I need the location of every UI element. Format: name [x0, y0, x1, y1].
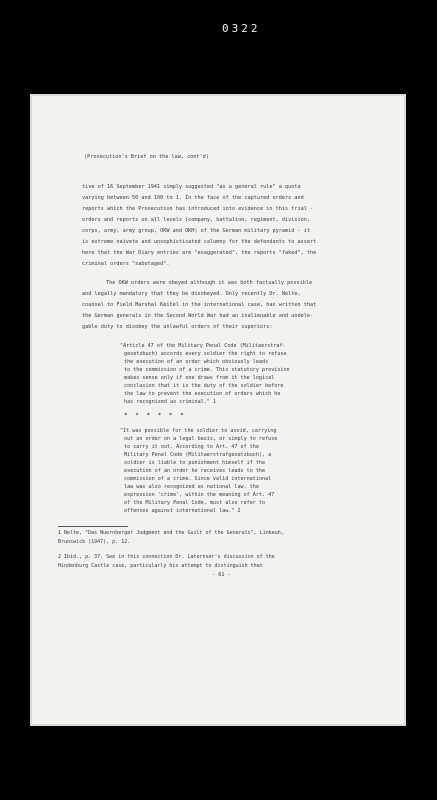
text-line: gable duty to disobey the unlawful orders of their superiors: [82, 324, 273, 330]
text-line: tive of 16 September 1941 simply suggested "as a general rule" a quota [82, 184, 301, 190]
text-line: the German generals in the Second World War had an inalienable and undele- [82, 313, 314, 319]
text-line: corps, army, army group, OKW and OKH) of the German military pyramid - it [82, 228, 310, 234]
quote-line: execution of an order he receives leads to the [124, 468, 266, 474]
quote-line: out an order on a legal basis, or simply to refuse [124, 436, 278, 442]
footnote-line: 2 Ibid., p. 37. See in this connection Dr. Laternser's discussion of the [58, 554, 275, 560]
section-separator: * * * * * * [124, 412, 186, 419]
archive-page-number: 0322 [222, 22, 261, 35]
quote-line: conclusion that it is the duty of the soldier before [124, 383, 284, 389]
quote-line: expression 'crime', within the meaning of Art. 47 [124, 492, 275, 498]
quote-line: of the Military Penal Code, must also refer to [124, 500, 266, 506]
quote-line: soldier is liable to punishment himself if the [124, 460, 266, 466]
text-line: varying between 50 and 100 to 1. In the face of the captured orders and [82, 195, 304, 201]
quote-line: has recognized as criminal." 1 [124, 399, 217, 405]
text-line: here that the War Diary entries are "exaggerated", the reports "faked", the [82, 250, 317, 256]
quote-line: the law to prevent the execution of orders which he [124, 391, 281, 397]
quote-line: "Article 47 of the Military Penal Code (Militaerstraf- [120, 343, 286, 349]
quote-line: to carry it out. According to Art. 47 of the [124, 444, 259, 450]
text-line: orders and reports on all levels (company, battalion, regiment, division, [82, 217, 310, 223]
document-page [32, 96, 404, 724]
footnote-line: Brunswick (1947), p. 12. [58, 539, 131, 545]
text-line: and legally mandatory that they be disobeyed. Only recently Dr. Nelte, [82, 291, 301, 297]
quote-line: law was also recognized as national law, the [124, 484, 259, 490]
quote-line: makes sense only if one draws from it the logical [124, 375, 275, 381]
text-line: criminal orders "sabotaged". [82, 261, 170, 267]
quote-line: gesetzbuch) accords every soldier the right to refuse [124, 351, 287, 357]
footnote-rule [58, 526, 128, 527]
text-line: The OKW orders were obeyed although it was both factually possible [106, 280, 313, 286]
footnote-line: 1 Nelte, "Das Nuernberger Judgment and the Guilt of the Generals", Linkeuh, [58, 530, 284, 536]
quote-line: the execution of an order which obviously leads [124, 359, 269, 365]
quote-line: Military Penal Code (Militaerstrafgesetzbuch), a [124, 452, 272, 458]
text-line: reports which the Prosecution has introduced into evidence in this trial - [82, 206, 314, 212]
page-footer-number: - 61 - [212, 572, 231, 578]
text-line: is extreme naivete and unsophisticated calumny for the defendants to assert [82, 239, 317, 245]
quote-line: to the commission of a crime. This statutory provision [124, 367, 290, 373]
quote-line: offenses against international law." 2 [124, 508, 241, 514]
quote-line: commission of a crime. Since valid international [124, 476, 272, 482]
quote-line: "It was possible for the soldier to avoid, carrying [120, 428, 277, 434]
footnote-line: Hindenburg Castle case, particularly his attempt to distinguish that [58, 563, 263, 569]
text-line: counsel to Field Marshal Keitel in the international case, has written that [82, 302, 317, 308]
section-header: (Prosecution's Brief on the law, cont'd) [84, 154, 209, 160]
